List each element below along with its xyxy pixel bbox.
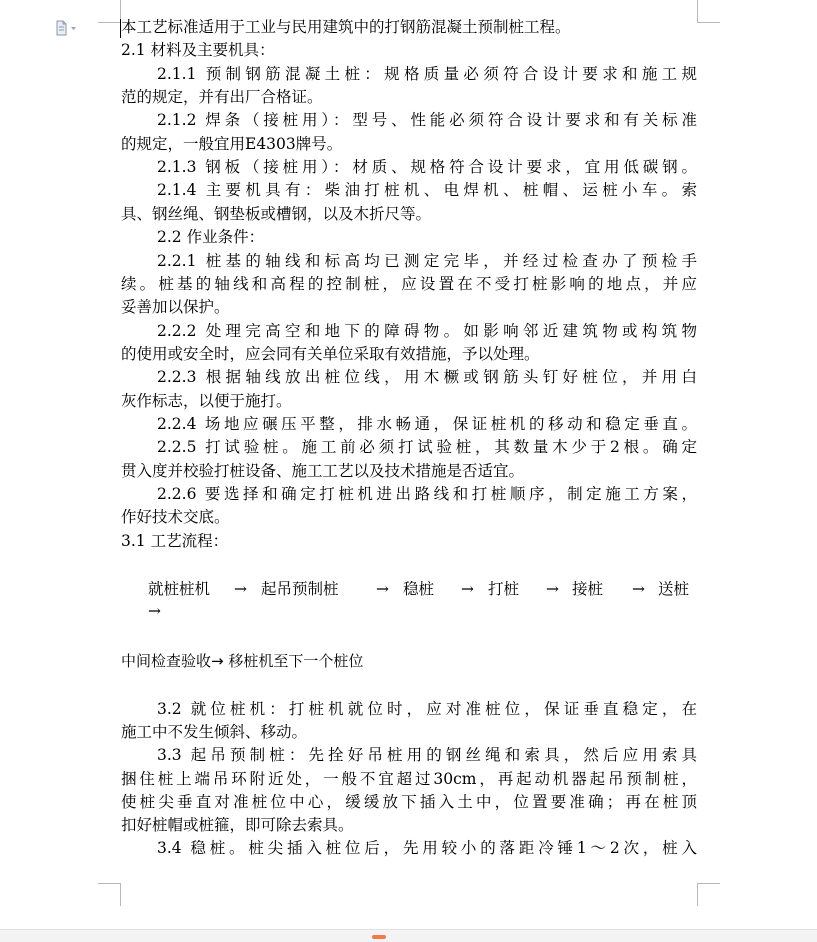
document-icon[interactable]: [55, 20, 81, 36]
margin-corner-bottom-right: [697, 883, 720, 906]
paragraph-line: 2.2.2 处理完高空和地下的障碍物。如影响邻近建筑物或构筑物: [157, 321, 697, 340]
flow-step: 送桩: [658, 580, 690, 598]
paragraph-line: 2.2.3 根据轴线放出桩位线，用木橛或钢筋头钉好桩位，并用白: [157, 368, 697, 387]
paragraph-line: 扣好桩帽或桩箍，即可除去索具。: [121, 816, 354, 834]
paragraph-line: 3.4 稳桩。桩尖插入桩位后，先用较小的落距冷锤1～2次，桩入: [157, 839, 697, 858]
paragraph-line: 的使用或安全时，应会同有关单位采取有效措施，予以处理。: [121, 344, 540, 363]
paragraph-line: 妥善加以保护。: [121, 298, 230, 317]
flow-arrow: →: [376, 580, 389, 598]
paragraph-line: 2.1.1 预制钢筋混凝土桩：规格质量必须符合设计要求和施工规: [157, 64, 697, 83]
flow-step: 起吊预制桩: [261, 580, 339, 598]
flow-arrow: →: [234, 580, 247, 598]
paragraph-line: 3.1 工艺流程：: [121, 531, 229, 550]
paragraph-line: 2.2.4 场地应碾压平整，排水畅通，保证桩机的移动和稳定垂直。: [157, 414, 697, 433]
flow-step: 稳桩: [403, 580, 435, 598]
paragraph-line: 2.2.1 桩基的轴线和标高均已测定完毕，并经过检查办了预检手: [157, 251, 697, 270]
margin-corner-bottom-left: [98, 883, 121, 906]
flow-arrow: →: [546, 580, 559, 598]
flow-step: 打桩: [488, 580, 520, 598]
paragraph-line: 续。桩基的轴线和高程的控制桩，应设置在不受打桩影响的地点，并应: [121, 274, 697, 293]
paragraph-line: 2.1 材料及主要机具：: [121, 41, 275, 60]
flow-trailing-arrow: →: [148, 602, 161, 620]
paragraph-line: 2.1.4 主要机具有：柴油打桩机、电焊机、桩帽、运桩小车。索: [157, 181, 697, 200]
flow-step: 接桩: [572, 580, 604, 598]
paragraph-line: 范的规定，并有出厂合格证。: [121, 88, 323, 107]
paragraph-line: 使桩尖垂直对准桩位中心，缓缓放下插入土中，位置要准确；再在桩顶: [121, 792, 697, 811]
paragraph-line: 作好技术交底。: [121, 508, 230, 527]
paragraph-line: 贯入度并校验打桩设备、施工工艺以及技术措施是否适宜。: [121, 461, 525, 480]
paragraph-line: 2.2.6 要选择和确定打桩机进出路线和打桩顺序，制定施工方案，: [157, 485, 697, 503]
margin-corner-top-left: [98, 0, 121, 23]
paragraph-line: 施工中不发生倾斜、移动。: [121, 723, 308, 742]
paragraph-line: 捆住桩上端吊环附近处，一般不宜超过30cm，再起动机器起吊预制桩，: [121, 769, 697, 788]
scroll-marker: [372, 935, 386, 939]
flow-arrow: →: [632, 580, 645, 598]
flow-arrow: →: [461, 580, 474, 598]
paragraph-line: 3.3 起吊预制桩：先拴好吊桩用的钢丝绳和索具，然后应用索具: [157, 746, 697, 765]
paragraph-line: 2.1.2 焊条（接桩用）：型号、性能必须符合设计要求和有关标准: [157, 111, 697, 130]
status-strip: [0, 929, 817, 942]
paragraph-line: 本工艺标准适用于工业与民用建筑中的打钢筋混凝土预制桩工程。: [121, 18, 571, 36]
flow-step: 就桩桩机: [148, 580, 211, 598]
paragraph-line: 3.2 就位桩机：打桩机就位时，应对准桩位，保证垂直稳定，在: [157, 700, 697, 718]
paragraph-line: 2.1.3 钢板（接桩用）：材质、规格符合设计要求，宜用低碳钢。: [157, 158, 697, 177]
margin-corner-top-right: [697, 0, 720, 23]
paragraph-line: 的规定，一般宜用E4303牌号。: [121, 134, 343, 153]
paragraph-line: 2.2.5 打试验桩。施工前必须打试验桩，其数量木少于2根。确定: [157, 438, 697, 457]
paragraph-line: 具、钢丝绳、钢垫板或槽钢，以及木折尺等。: [121, 204, 432, 223]
paragraph-line: 灰作标志，以便于施打。: [121, 391, 292, 410]
flow-continuation: 中间检查验收→ 移桩机至下一个桩位: [121, 652, 364, 670]
paragraph-line: 2.2 作业条件：: [157, 228, 265, 247]
chevron-down-icon: [71, 27, 76, 30]
